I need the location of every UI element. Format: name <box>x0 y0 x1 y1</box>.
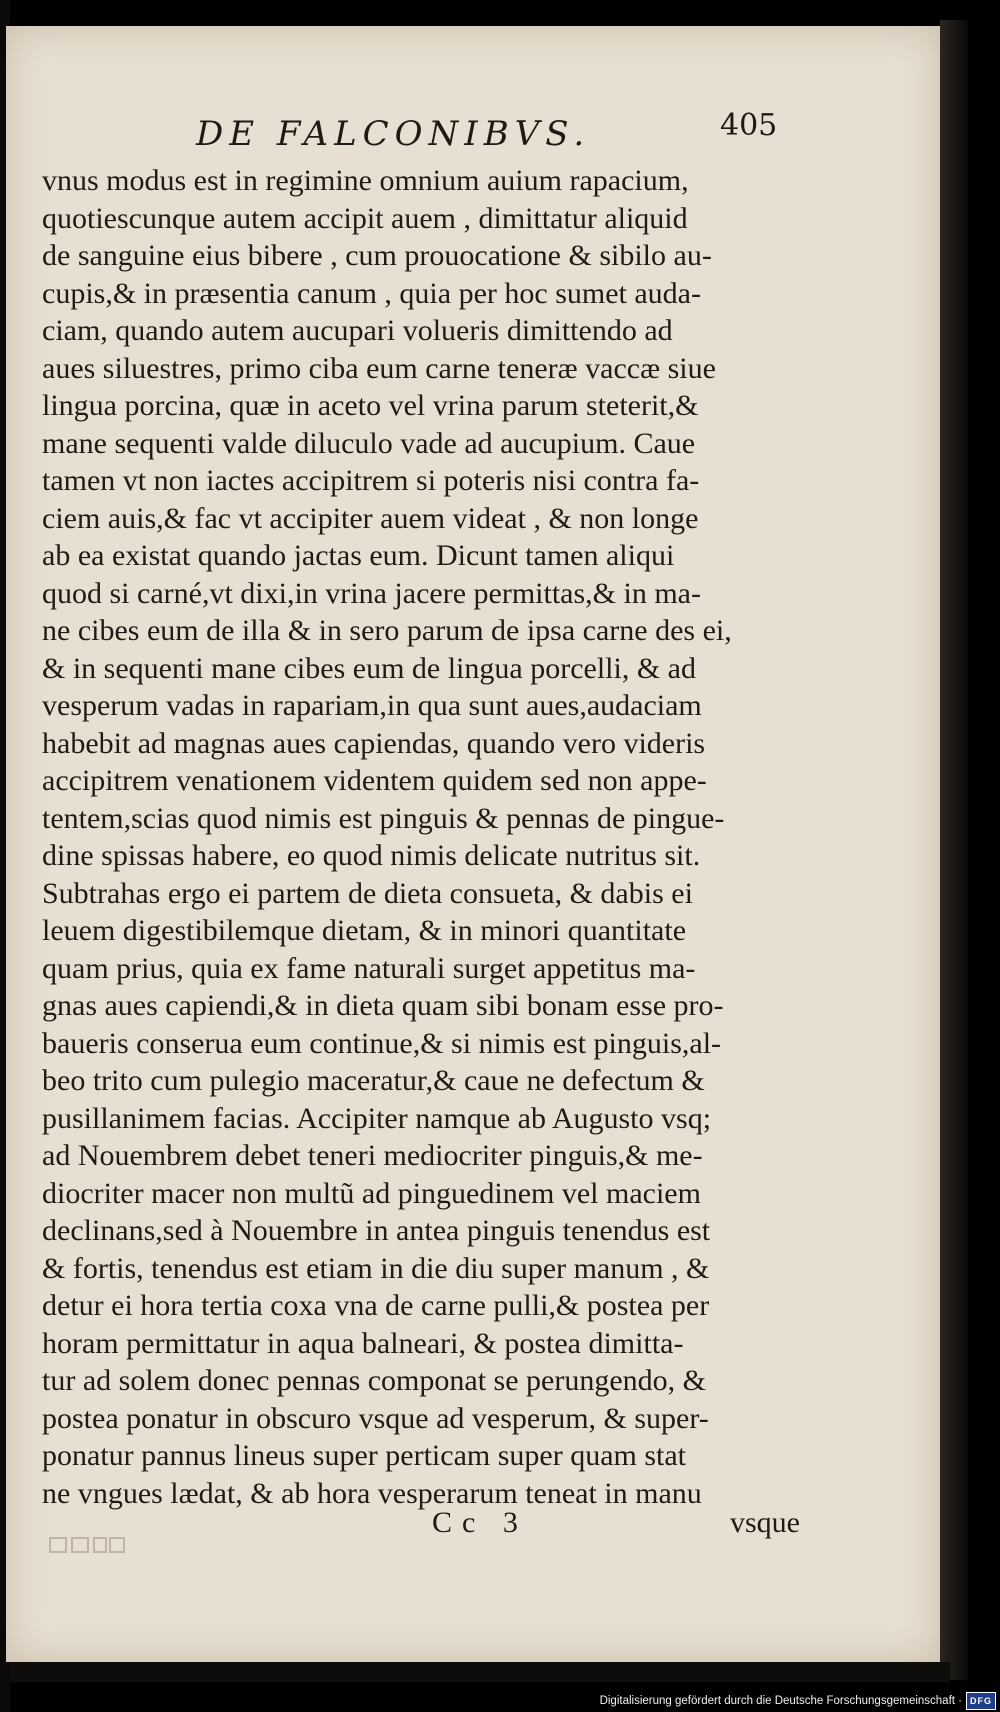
dfg-funding-bar <box>594 1690 1000 1712</box>
text-line: baueris conserua eum continue,& si nimis est pinguis,al- <box>42 1026 722 1060</box>
catchword: vsque <box>730 1506 800 1539</box>
text-line: vesperum vadas in rapariam,in qua sunt aues,audaciam <box>42 689 702 722</box>
signature-mark: Cc 3 <box>432 1506 528 1539</box>
body-text <box>42 162 808 1512</box>
text-line: ciam, quando autem aucupari volueris dimittendo ad <box>42 314 673 347</box>
text-line: mane sequenti valde diluculo vade ad aucupium. Caue <box>42 426 696 460</box>
book-page <box>6 26 940 1662</box>
text-line: ad Nouembrem debet teneri mediocriter pinguis,& me- <box>42 1139 703 1172</box>
text-line: habebit ad magnas aues capiendas, quando vero videris <box>42 726 706 760</box>
text-line: cupis,& in præsentia canum , quia per hoc sumet auda- <box>42 276 701 310</box>
text-line: Subtrahas ergo ei partem de dieta consueta, & dabis ei <box>42 876 693 910</box>
page-footer <box>42 1506 808 1548</box>
text-line: tur ad solem donec pennas componat se perungendo, & <box>42 1364 706 1397</box>
text-line: tentem,scias quod nimis est pinguis & pennas de pingue- <box>42 801 725 835</box>
page-shadow-bottom <box>10 1662 950 1682</box>
page-shadow-right <box>940 20 968 1680</box>
text-line: aues siluestres, primo ciba eum carne teneræ vaccæ siue <box>42 351 716 385</box>
text-line: diocriter macer non multũ ad pinguedinem vel maciem <box>42 1176 701 1210</box>
text-line: ne vngues lædat, & ab hora vesperarum teneat in manu <box>42 1476 702 1510</box>
dfg-funding-text: Digitalisierung gefördert durch die Deutsche Forschungsgemeinschaft · <box>599 1695 962 1707</box>
text-line: de sanguine eius bibere , cum prouocatione & sibilo au- <box>42 239 712 272</box>
text-line: quod si carné,vt dixi,in vrina jacere permittas,& in ma- <box>42 576 701 610</box>
text-line: declinans,sed à Nouembre in antea pinguis tenendus est <box>42 1214 711 1247</box>
text-line: detur ei hora tertia coxa vna de carne pulli,& postea per <box>42 1289 710 1322</box>
text-line: ciem auis,& fac vt accipiter auem videat , & non longe <box>42 501 699 535</box>
running-title: DE FALCONIBVS. <box>196 114 591 154</box>
library-stamp-mark <box>48 1534 128 1556</box>
text-line: tamen vt non iactes accipitrem si poteris nisi contra fa- <box>42 464 700 497</box>
text-line: dine spissas habere, eo quod nimis delicate nutritus sit. <box>42 839 701 872</box>
text-line: ab ea existat quando jactas eum. Dicunt tamen aliqui <box>42 539 675 572</box>
text-line: beo trito cum pulegio maceratur,& caue ne defectum & <box>42 1064 705 1097</box>
text-line: lingua porcina, quæ in aceto vel vrina parum steterit,& <box>42 389 699 422</box>
text-line: & in sequenti mane cibes eum de lingua porcelli, & ad <box>42 651 696 685</box>
text-line: leuem digestibilemque dietam, & in minori quantitate <box>42 914 687 947</box>
page-number: 405 <box>720 108 778 143</box>
dfg-logo: DFG <box>966 1692 996 1710</box>
text-line: & fortis, tenendus est etiam in die diu super manum , & <box>42 1251 710 1285</box>
text-line: vnus modus est in regimine omnium auium rapacium, <box>42 164 689 197</box>
text-line: quam prius, quia ex fame naturali surget appetitus ma- <box>42 951 696 985</box>
text-line: accipitrem venationem videntem quidem sed non appe- <box>42 764 707 797</box>
text-line: horam permittatur in aqua balneari, & postea dimitta- <box>42 1326 684 1360</box>
text-line: ponatur pannus lineus super perticam super quam stat <box>42 1439 687 1472</box>
text-line: gnas aues capiendi,& in dieta quam sibi bonam esse pro- <box>42 989 724 1022</box>
text-line: quotiescunque autem accipit auem , dimittatur aliquid <box>42 201 688 235</box>
text-line: ne cibes eum de illa & in sero parum de ipsa carne des ei, <box>42 614 732 647</box>
text-line: postea ponatur in obscuro vsque ad vesperum, & super- <box>42 1401 709 1435</box>
text-line: pusillanimem facias. Accipiter namque ab Augusto vsq; <box>42 1101 712 1135</box>
page-header <box>184 108 884 158</box>
